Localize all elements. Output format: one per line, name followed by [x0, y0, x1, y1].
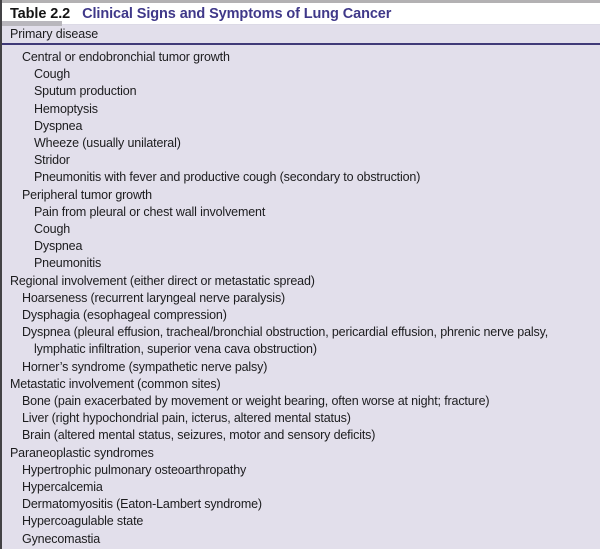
table-label-tab-shadow: [2, 21, 62, 26]
list-item: Cough: [34, 67, 71, 82]
list-item: Central or endobronchial tumor growth: [22, 50, 230, 64]
list-item: Hemoptysis: [34, 101, 98, 116]
list-item: Stridor: [34, 153, 70, 168]
list-item: Pneumonitis with fever and productive cough (secondary to obstruction): [34, 170, 421, 185]
list-item: Cough: [34, 222, 71, 237]
table-title: Clinical Signs and Symptoms of Lung Cancer: [82, 5, 392, 22]
list-item: Hoarseness (recurrent laryngeal nerve paralysis): [22, 290, 286, 305]
left-edge-divider: [0, 0, 2, 549]
table-header: [2, 3, 600, 24]
list-item: Hypercalcemia: [22, 480, 103, 495]
list-item: Pain from pleural or chest wall involvement: [34, 204, 266, 219]
list-item: Dyspnea (pleural effusion, tracheal/bronchial obstruction, pericardial effusion, phrenic nerve palsy, lymphatic infiltration, superior vena cava obstruction): [22, 325, 549, 357]
list-item: Brain (altered mental status, seizures, motor and sensory deficits): [22, 428, 376, 443]
list-item: Liver (right hypochondrial pain, icterus, altered mental status): [22, 411, 351, 426]
list-item: Bone (pain exacerbated by movement or weight bearing, often worse at night; fracture): [22, 394, 490, 409]
list-item: Hypercoagulable state: [22, 514, 144, 529]
list-item: Sputum production: [34, 84, 137, 99]
list-item: Regional involvement (either direct or metastatic spread): [10, 273, 315, 288]
section-header-primary-disease: [0, 24, 600, 45]
section-header-label: Primary disease: [10, 27, 99, 41]
list-item: Dermatomyositis (Eaton-Lambert syndrome): [22, 497, 262, 512]
list-item: Dyspnea: [34, 239, 83, 254]
list-item: Hypertrophic pulmonary osteoarthropathy: [22, 462, 247, 477]
list-item: Metastatic involvement (common sites): [10, 376, 221, 391]
symptom-list: [0, 45, 600, 549]
list-item: Gynecomastia: [22, 531, 101, 546]
list-item: Dyspnea: [34, 118, 83, 133]
list-item: Peripheral tumor growth: [22, 187, 152, 202]
table-number-label: Table 2.2: [10, 5, 71, 22]
list-item: Horner’s syndrome (sympathetic nerve palsy): [22, 359, 268, 374]
list-item: Dysphagia (esophageal compression): [22, 308, 227, 323]
list-item: Pneumonitis: [34, 256, 102, 271]
list-item: Paraneoplastic syndromes: [10, 445, 154, 460]
list-item: Wheeze (usually unilateral): [34, 136, 181, 151]
